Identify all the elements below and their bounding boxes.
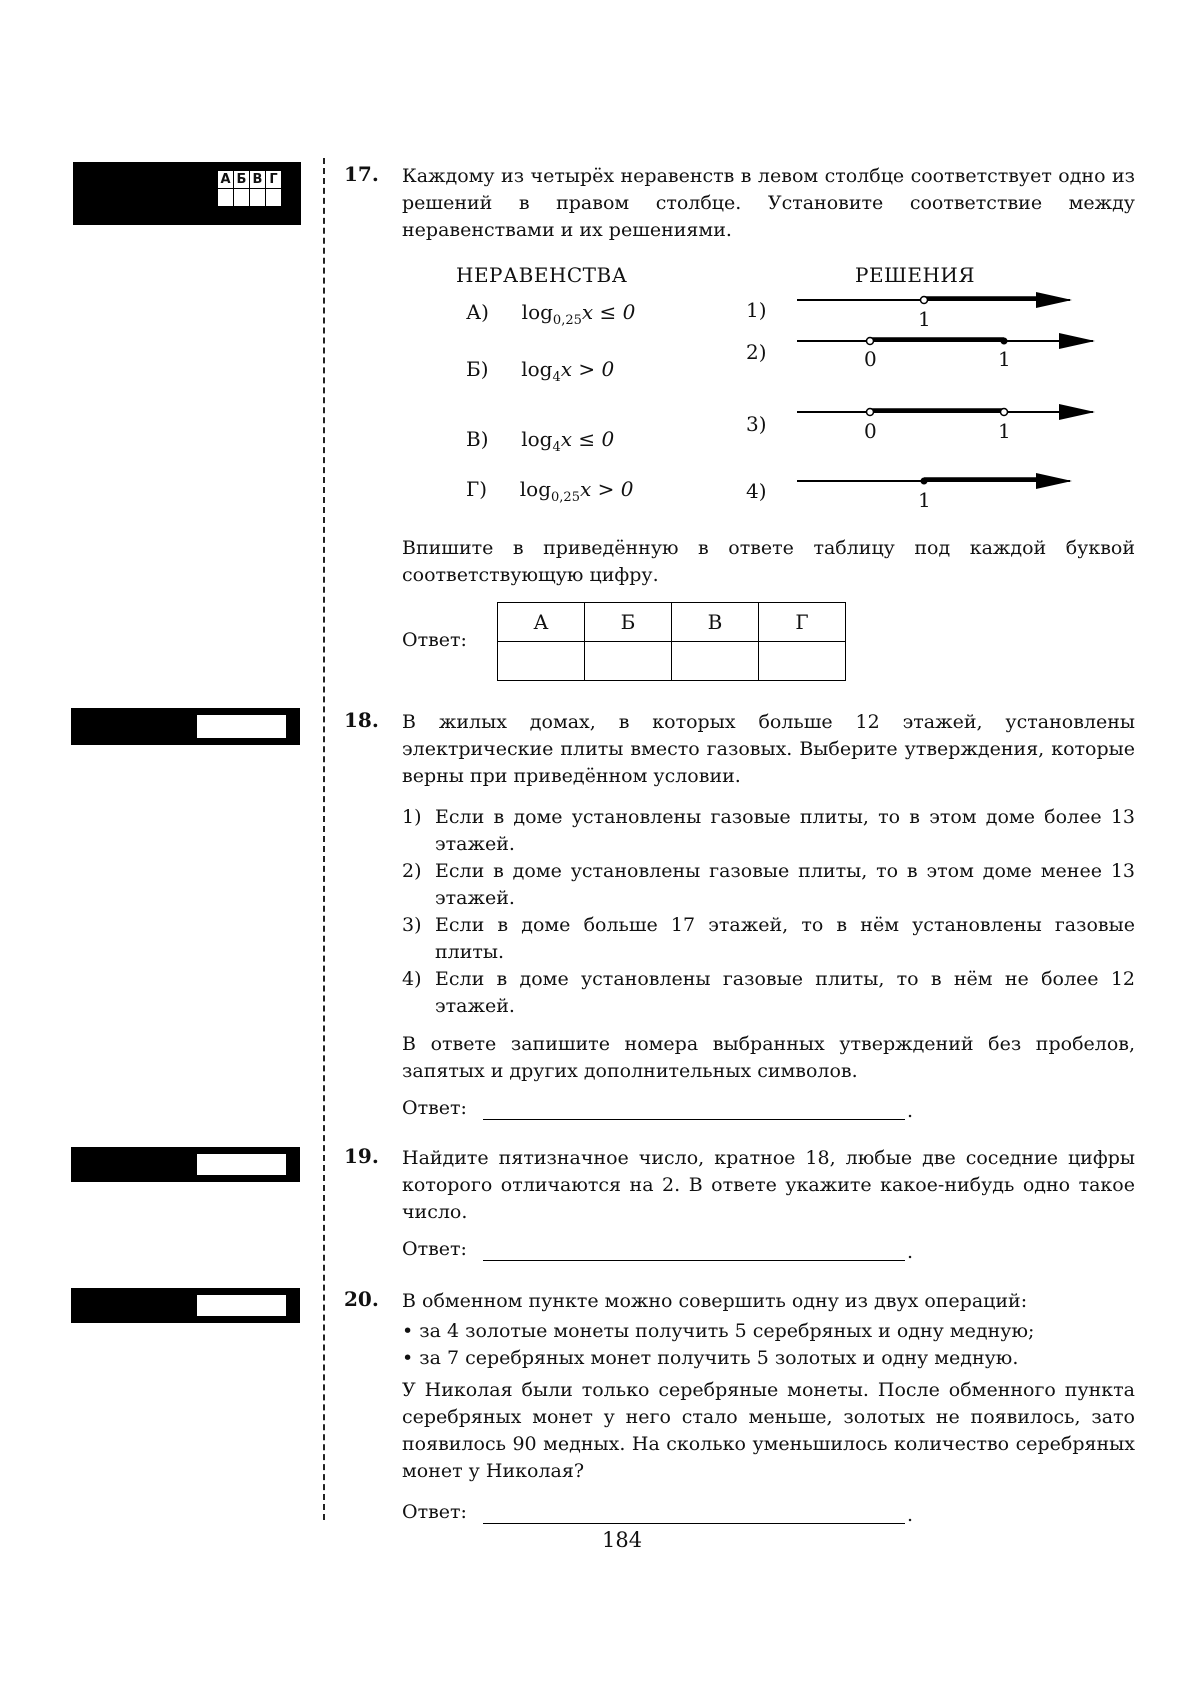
inequality-rest: x > 0 [579, 477, 634, 501]
abvg-letter: А [218, 171, 234, 189]
problem-17-number: 17. [344, 162, 379, 186]
problem-18-item-4 [402, 966, 1135, 1020]
abvg-letter: В [250, 171, 266, 189]
answer-line-20[interactable] [483, 1498, 905, 1524]
abvg-cell[interactable] [250, 189, 266, 207]
inequality-rest: x ≤ 0 [581, 300, 636, 324]
answer-table-header: В [672, 603, 759, 642]
number-line-2 [797, 338, 1093, 345]
answer-table-cell[interactable] [672, 642, 759, 681]
bullet-icon: • [402, 1347, 414, 1369]
inequality-rest: x > 0 [560, 357, 615, 381]
problem-20-number: 20. [344, 1287, 379, 1311]
tick-label: 0 [864, 419, 877, 443]
cut-line [323, 158, 325, 1520]
log-base: log [521, 300, 553, 324]
problem-20-bullet-1 [402, 1318, 1135, 1345]
solutions-header: РЕШЕНИЯ [855, 263, 976, 287]
solution-label-4: 4) [746, 479, 767, 503]
abvg-cell[interactable] [218, 189, 234, 207]
inequality-a [466, 300, 635, 328]
inequality-rest: x ≤ 0 [560, 427, 615, 451]
number-lines [780, 285, 1100, 515]
answer-label-20: Ответ: [402, 1501, 467, 1523]
problem-20-bullet-2 [402, 1345, 1135, 1372]
solution-label-3: 3) [746, 412, 767, 436]
inequality-v [466, 427, 614, 455]
number-line-4 [797, 478, 1070, 485]
answer-period: . [907, 1100, 914, 1122]
inequality-label: В) [466, 427, 489, 451]
number-line-1 [797, 297, 1070, 304]
tick-label: 1 [998, 347, 1011, 371]
inequality-label: Г) [466, 477, 488, 501]
answer-table-header: Б [585, 603, 672, 642]
problem-18-item-1 [402, 804, 1135, 858]
solution-label-2: 2) [746, 340, 767, 364]
log-subscript: 4 [552, 370, 561, 385]
item-number: 3) [402, 914, 422, 936]
item-number: 2) [402, 860, 422, 882]
page-number: 184 [602, 1528, 643, 1552]
problem-20-intro: В обменном пункте можно совершить одну из двух операций: [402, 1290, 1028, 1312]
inequality-b [466, 357, 614, 385]
open-point [867, 338, 874, 345]
abvg-cell[interactable] [266, 189, 282, 207]
answer-margin-box-19[interactable] [196, 1153, 287, 1176]
problem-17-text: Каждому из четырёх неравенств в левом столбце соответствует одно из решений в правом столбце. Установите соответствие между неравенствами и их решениями. [402, 165, 1135, 241]
answer-table-header: Г [759, 603, 846, 642]
log-base: log [519, 477, 552, 501]
problem-18-number: 18. [344, 708, 379, 732]
open-point [867, 409, 874, 416]
problem-18-text: В жилых домах, в которых больше 12 этажей, установлены электрические плиты вместо газовых. Выберите утверждения, которые верны при приведённом условии. [402, 711, 1135, 787]
filled-point [921, 478, 928, 485]
item-text: Если в доме установлены газовые плиты, то в нём не более 12 этажей. [435, 968, 1135, 1017]
item-number: 4) [402, 968, 422, 990]
abvg-letter: Г [266, 171, 282, 189]
answer-margin-box-20[interactable] [196, 1294, 287, 1317]
log-base: log [521, 357, 553, 381]
problem-17-instruction: Впишите в приведённую в ответе таблицу под каждой буквой соответствующую цифру. [402, 537, 1135, 586]
answer-period: . [907, 1504, 914, 1526]
open-point [1001, 409, 1008, 416]
inequality-g [466, 477, 633, 505]
bullet-text: за 7 серебряных монет получить 5 золотых и одну медную. [419, 1347, 1019, 1369]
problem-19-text: Найдите пятизначное число, кратное 18, любые две соседние цифры которого отличаются на 2. В ответе укажите какое-нибудь одно такое число. [402, 1147, 1135, 1223]
tick-label: 1 [998, 419, 1011, 443]
answer-margin-box-18[interactable] [196, 714, 287, 739]
filled-point [1001, 338, 1008, 345]
problem-19-number: 19. [344, 1144, 379, 1168]
problem-18-item-3 [402, 912, 1135, 966]
log-subscript: 0,25 [552, 313, 582, 328]
answer-label-19: Ответ: [402, 1238, 467, 1260]
item-text: Если в доме установлены газовые плиты, то в этом доме менее 13 этажей. [435, 860, 1135, 909]
problem-18-instruction: В ответе запишите номера выбранных утверждений без пробелов, запятых и других дополнительных символов. [402, 1033, 1135, 1082]
answer-period: . [907, 1241, 914, 1263]
tick-label: 1 [918, 307, 931, 331]
number-line-3 [797, 409, 1093, 416]
answer-table-17 [497, 602, 846, 681]
item-number: 1) [402, 806, 422, 828]
solution-label-1: 1) [746, 298, 767, 322]
log-subscript: 4 [552, 440, 561, 455]
inequality-label: А) [466, 300, 489, 324]
bullet-icon: • [402, 1320, 414, 1342]
tick-label: 1 [918, 488, 931, 512]
answer-label-17: Ответ: [402, 629, 467, 651]
inequalities-header: НЕРАВЕНСТВА [456, 263, 628, 287]
log-subscript: 0,25 [551, 490, 580, 505]
answer-table-cell[interactable] [585, 642, 672, 681]
problem-18-item-2 [402, 858, 1135, 912]
tick-label: 0 [864, 347, 877, 371]
answer-table-header: А [498, 603, 585, 642]
abvg-mini-grid [217, 170, 282, 207]
answer-line-19[interactable] [483, 1235, 905, 1261]
answer-table-cell[interactable] [759, 642, 846, 681]
abvg-cell[interactable] [234, 189, 250, 207]
item-text: Если в доме установлены газовые плиты, то в этом доме более 13 этажей. [435, 806, 1135, 855]
log-base: log [521, 427, 553, 451]
answer-label-18: Ответ: [402, 1097, 467, 1119]
answer-line-18[interactable] [483, 1094, 905, 1120]
abvg-letter: Б [234, 171, 250, 189]
problem-20-text: У Николая были только серебряные монеты. После обменного пункта серебряных монет у него стало меньше, золотых не появилось, зато появилось 90 медных. На сколько уменьшилось количество серебряных монет у Николая? [402, 1379, 1135, 1482]
answer-table-cell[interactable] [498, 642, 585, 681]
open-point [921, 297, 928, 304]
inequality-label: Б) [466, 357, 489, 381]
item-text: Если в доме больше 17 этажей, то в нём установлены газовые плиты. [435, 914, 1135, 963]
bullet-text: за 4 золотые монеты получить 5 серебряных и одну медную; [419, 1320, 1035, 1342]
